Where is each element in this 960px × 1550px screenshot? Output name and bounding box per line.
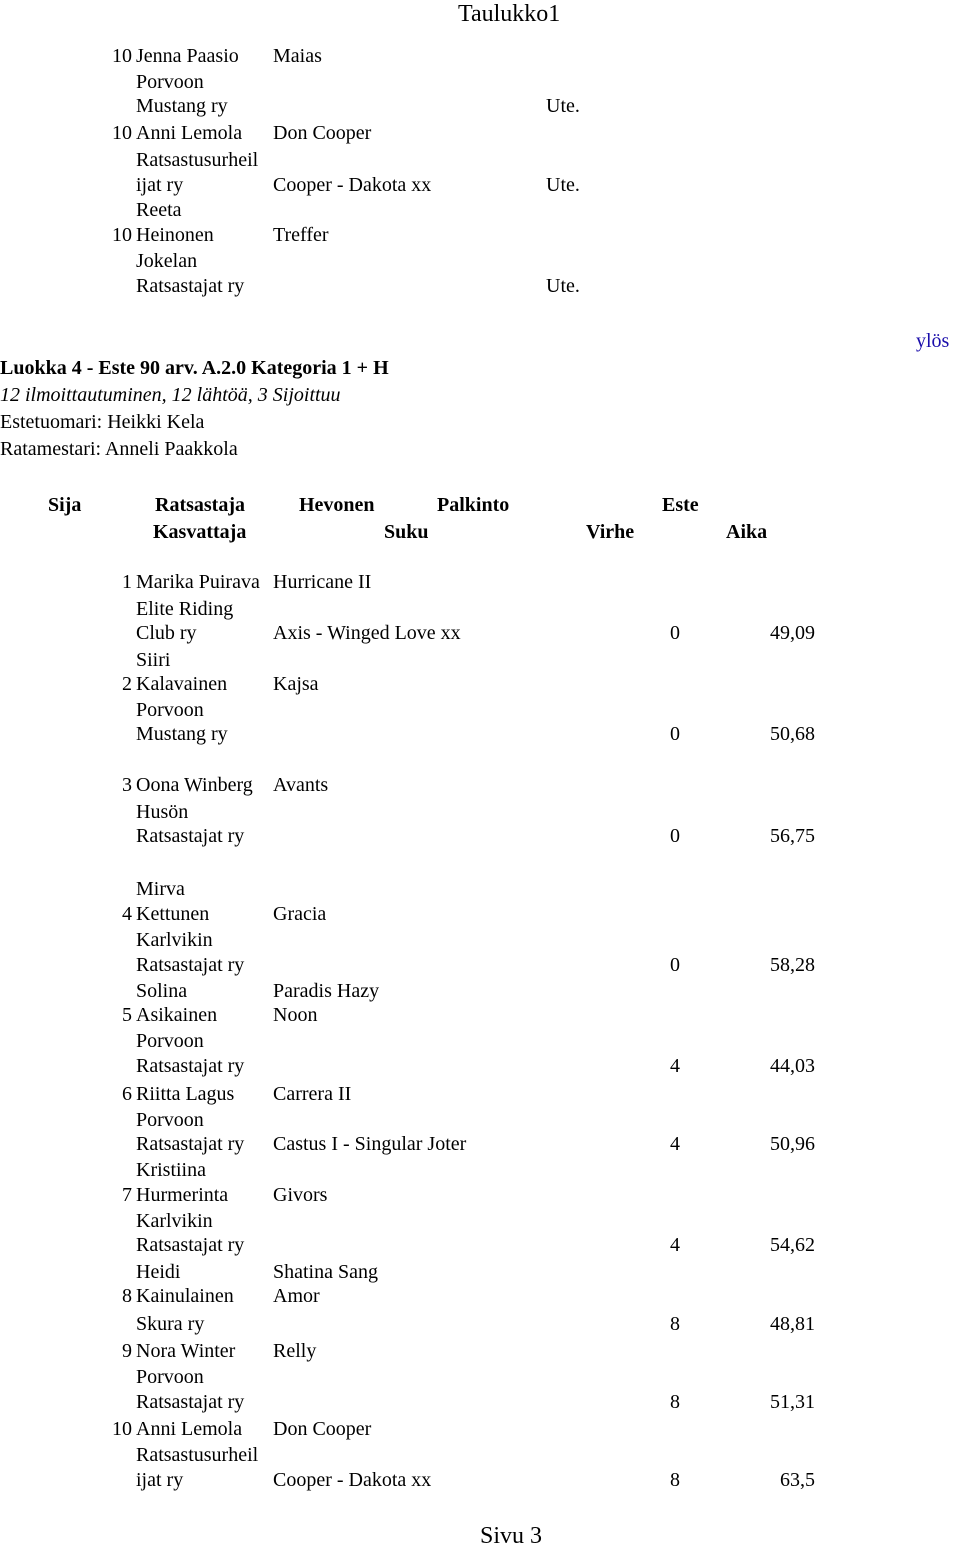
rider-club: Ratsastajat ry bbox=[136, 275, 245, 297]
rider-club: Mustang ry bbox=[136, 723, 228, 745]
rider-club: Karlvikin bbox=[136, 929, 213, 951]
horse-name: Amor bbox=[273, 1285, 320, 1307]
result-status: Ute. bbox=[546, 275, 580, 297]
rank: 2 bbox=[122, 673, 132, 695]
rank: 1 bbox=[122, 571, 132, 593]
rider-club: Karlvikin bbox=[136, 1210, 213, 1232]
horse-name: Don Cooper bbox=[273, 1418, 372, 1440]
header-palkinto: Palkinto bbox=[437, 494, 510, 516]
rider-club: ijat ry bbox=[136, 1469, 184, 1491]
rider-club: Ratsastajat ry bbox=[136, 825, 245, 847]
rider-firstname: Kristiina bbox=[136, 1159, 206, 1181]
horse-pedigree: Axis - Winged Love xx bbox=[273, 622, 461, 644]
rider-club: Porvoon bbox=[136, 1109, 204, 1131]
rider-firstname: Siiri bbox=[136, 649, 171, 671]
horse-name: Maias bbox=[273, 45, 322, 67]
horse-name: Treffer bbox=[273, 224, 329, 246]
faults: 0 bbox=[670, 723, 680, 745]
rider-name: Kalavainen bbox=[136, 673, 228, 695]
rider-club: Porvoon bbox=[136, 1030, 204, 1052]
horse-name: Don Cooper bbox=[273, 122, 372, 144]
faults: 0 bbox=[670, 954, 680, 976]
rider-name: Asikainen bbox=[136, 1004, 218, 1026]
rank: 5 bbox=[122, 1004, 132, 1026]
time: 44,03 bbox=[770, 1055, 815, 1077]
faults: 8 bbox=[670, 1391, 680, 1413]
horse-name-top: Shatina Sang bbox=[273, 1261, 378, 1283]
faults: 4 bbox=[670, 1055, 680, 1077]
rider-club: Elite Riding bbox=[136, 598, 234, 620]
horse-name: Gracia bbox=[273, 903, 327, 925]
rider-name: Kainulainen bbox=[136, 1285, 234, 1307]
rider-name: Nora Winter bbox=[136, 1340, 236, 1362]
rider-club: Club ry bbox=[136, 622, 197, 644]
time: 54,62 bbox=[770, 1234, 815, 1256]
page-footer: Sivu 3 bbox=[480, 1523, 543, 1549]
rider-firstname: Mirva bbox=[136, 878, 185, 900]
faults: 8 bbox=[670, 1313, 680, 1335]
horse-name: Givors bbox=[273, 1184, 328, 1206]
rank: 4 bbox=[122, 903, 132, 925]
rank: 3 bbox=[122, 774, 132, 796]
horse-pedigree: Castus I - Singular Joter bbox=[273, 1133, 467, 1155]
rank: 6 bbox=[122, 1083, 132, 1105]
class-summary: 12 ilmoittautuminen, 12 lähtöä, 3 Sijoittuu bbox=[0, 384, 341, 406]
result-status: Ute. bbox=[546, 95, 580, 117]
horse-name: Hurricane II bbox=[273, 571, 372, 593]
judge: Estetuomari: Heikki Kela bbox=[0, 411, 205, 433]
time: 56,75 bbox=[770, 825, 815, 847]
rider-club: Ratsastusurheil bbox=[136, 149, 259, 171]
horse-name: Avants bbox=[273, 774, 329, 796]
rider-name: Jenna Paasio bbox=[136, 45, 239, 67]
rider-name: Oona Winberg bbox=[136, 774, 253, 796]
rider-club: Ratsastajat ry bbox=[136, 954, 245, 976]
header-hevonen: Hevonen bbox=[299, 494, 375, 516]
horse-name-top: Paradis Hazy bbox=[273, 980, 380, 1002]
rank: 10 bbox=[112, 45, 132, 67]
time: 51,31 bbox=[770, 1391, 815, 1413]
rider-club: Ratsastajat ry bbox=[136, 1055, 245, 1077]
rider-club: Skura ry bbox=[136, 1313, 205, 1335]
rider-name: Anni Lemola bbox=[136, 1418, 243, 1440]
page-title: Taulukko1 bbox=[458, 1, 561, 27]
time: 63,5 bbox=[780, 1469, 815, 1491]
rank: 10 bbox=[112, 224, 132, 246]
header-virhe: Virhe bbox=[586, 521, 635, 543]
rider-club: Ratsastusurheil bbox=[136, 1444, 259, 1466]
rank: 10 bbox=[112, 1418, 132, 1440]
top-link[interactable]: ylös bbox=[916, 330, 950, 352]
rider-name: Hurmerinta bbox=[136, 1184, 229, 1206]
rider-firstname: Heidi bbox=[136, 1261, 181, 1283]
rider-club: Ratsastajat ry bbox=[136, 1234, 245, 1256]
time: 50,96 bbox=[770, 1133, 815, 1155]
rider-club: Porvoon bbox=[136, 1366, 204, 1388]
horse-name: Carrera II bbox=[273, 1083, 352, 1105]
rider-club: Jokelan bbox=[136, 250, 198, 272]
result-status: Ute. bbox=[546, 174, 580, 196]
header-ratsastaja: Ratsastaja bbox=[155, 494, 245, 516]
rider-club: Ratsastajat ry bbox=[136, 1133, 245, 1155]
faults: 0 bbox=[670, 622, 680, 644]
rider-club: Husön bbox=[136, 801, 189, 823]
rank: 9 bbox=[122, 1340, 132, 1362]
horse-pedigree: Cooper - Dakota xx bbox=[273, 174, 432, 196]
horse-name: Relly bbox=[273, 1340, 317, 1362]
class-title: Luokka 4 - Este 90 arv. A.2.0 Kategoria 1 + H bbox=[0, 357, 389, 379]
rider-club: Porvoon bbox=[136, 71, 204, 93]
time: 49,09 bbox=[770, 622, 815, 644]
faults: 8 bbox=[670, 1469, 680, 1491]
rider-name: Kettunen bbox=[136, 903, 210, 925]
header-sija: Sija bbox=[48, 494, 82, 516]
course-designer: Ratamestari: Anneli Paakkola bbox=[0, 438, 238, 460]
header-aika: Aika bbox=[726, 521, 768, 543]
rider-club: ijat ry bbox=[136, 174, 184, 196]
time: 48,81 bbox=[770, 1313, 815, 1335]
rider-name: Heinonen bbox=[136, 224, 214, 246]
horse-name: Noon bbox=[273, 1004, 318, 1026]
rider-club: Mustang ry bbox=[136, 95, 228, 117]
faults: 0 bbox=[670, 825, 680, 847]
faults: 4 bbox=[670, 1133, 680, 1155]
header-este: Este bbox=[662, 494, 699, 516]
rider-firstname: Reeta bbox=[136, 199, 182, 221]
rank: 8 bbox=[122, 1285, 132, 1307]
faults: 4 bbox=[670, 1234, 680, 1256]
rider-name: Riitta Lagus bbox=[136, 1083, 235, 1105]
rider-name: Marika Puirava bbox=[136, 571, 260, 593]
rider-club: Ratsastajat ry bbox=[136, 1391, 245, 1413]
rider-firstname: Solina bbox=[136, 980, 188, 1002]
rider-club: Porvoon bbox=[136, 699, 204, 721]
header-suku: Suku bbox=[384, 521, 429, 543]
time: 58,28 bbox=[770, 954, 815, 976]
rider-name: Anni Lemola bbox=[136, 122, 243, 144]
horse-pedigree: Cooper - Dakota xx bbox=[273, 1469, 432, 1491]
time: 50,68 bbox=[770, 723, 815, 745]
header-kasvattaja: Kasvattaja bbox=[153, 521, 247, 543]
rank: 10 bbox=[112, 122, 132, 144]
horse-name: Kajsa bbox=[273, 673, 319, 695]
rank: 7 bbox=[122, 1184, 132, 1206]
